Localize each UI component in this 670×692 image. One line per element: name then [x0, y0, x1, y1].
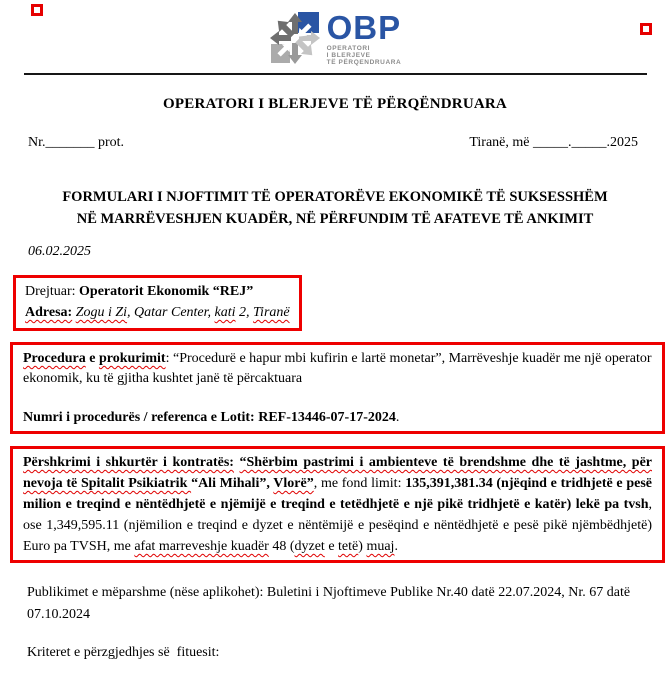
annotation-marker-top-right [640, 23, 652, 35]
text-segment: , me fond limit: [313, 476, 406, 491]
text-segment: “Shërbim pastrimi i ambienteve të brendshme dhe të jashtme, për nevoja të Spitalit Psikiatrik [23, 455, 652, 491]
text-segment: : [165, 351, 173, 366]
text-segment: Përshkrimi i shkurtër i kontratës: [23, 455, 234, 470]
text-segment: afat marreveshje kuadër [134, 539, 269, 554]
notice-date: 06.02.2025 [28, 244, 91, 259]
text-segment: Adresa: [25, 305, 73, 320]
text-segment: , ose 1,349,595.11 (njëmilion e treqind e dyzet e nëntëmijë e pesëqind e nëntëdhjetë e pesë pikë njëmbëdhjetë) Euro pa TVSH, me [23, 497, 652, 554]
text-segment: e [85, 351, 99, 366]
procedure-type-paragraph [23, 349, 652, 388]
text-segment: 2, [235, 305, 254, 320]
blank-line [23, 388, 652, 408]
protocol-date-place: Tiranë, më _____._____.2025 [469, 135, 638, 150]
selection-criteria-heading: Kriteret e përzgjedhjes së fituesit: [27, 645, 220, 660]
text-segment: prokurimit [98, 351, 166, 366]
text-segment: 135,391,381.34 (njëqind e tridhjetë e pesë milion e treqind e nëntëdhjetë e njëmijë e treqind e tetëdhjetë e një pikë tridhjetë e katër) lekë pa tvsh [23, 476, 652, 512]
annotation-marker-top-left [31, 4, 43, 16]
text-segment: . [394, 539, 398, 554]
recipient-box [13, 275, 302, 331]
text-segment: Drejtuar: [25, 284, 80, 299]
obp-caption-line3: TË PËRQENDRUARA [326, 59, 402, 66]
obp-logo-wordmark: OBP [326, 9, 402, 46]
text-segment: “Ali Mihali”, [191, 476, 274, 491]
contract-description-box [10, 446, 665, 563]
masthead-title: OPERATORI I BLERJEVE TË PËRQËNDRUARA [163, 96, 507, 112]
obp-logo-caption [327, 45, 402, 66]
text-segment: , Qatar Center, [127, 305, 215, 320]
recipient-line [25, 281, 290, 302]
text-segment: ) [358, 539, 367, 554]
procedure-reference-paragraph [23, 408, 652, 428]
text-segment: muaj [366, 539, 395, 554]
obp-snowflake-arrows-icon [269, 8, 321, 66]
header-divider [24, 73, 647, 75]
protocol-row [28, 134, 638, 152]
obp-caption-line1: OPERATORI [326, 45, 371, 52]
protocol-number: Nr._______ prot. [28, 135, 125, 150]
obp-logo-text [327, 8, 402, 66]
text-segment: . [395, 409, 400, 425]
contract-description-paragraph [23, 452, 652, 557]
text-segment: dyzet [294, 539, 325, 554]
text-segment: Numri i procedurës / referenca e Lotit: REF-13446-07-17-2024 [23, 409, 396, 425]
procedure-box [10, 342, 665, 434]
form-title [0, 186, 670, 230]
text-segment: “Procedurë e hapur mbi kufirin e lartë monetar”, Marrëveshje kuadër me një operator ekonomik, ku të gjitha kushtet janë të përcaktuara [23, 351, 652, 386]
text-segment: kati [214, 305, 236, 320]
previous-publications: Publikimet e mëparshme (nëse aplikohet): Buletini i Njoftimeve Publike Nr.40 datë 22.07.2024, Nr. 67 datë 07.10.2024 [27, 585, 631, 622]
form-title-line2: NË MARRËVESHJEN KUADËR, NË PËRFUNDIM TË AFATEVE TË ANKIMIT [76, 211, 594, 227]
recipient-address-line [25, 302, 290, 323]
text-segment: tetë [338, 539, 359, 554]
obp-logo [0, 0, 670, 66]
text-segment: e [324, 539, 339, 554]
text-segment: Zogu i Zi [75, 305, 128, 320]
obp-caption-line2: I BLERJEVE [326, 52, 371, 59]
text-segment: Operatorit Ekonomik “REJ” [79, 284, 254, 299]
form-title-line1: FORMULARI I NJOFTIMIT TË OPERATORËVE EKONOMIKË TË SUKSESSHËM [62, 189, 608, 205]
text-segment: Procedura [23, 351, 86, 366]
text-segment: 48 ( [268, 539, 295, 554]
text-segment: Tiranë [253, 305, 290, 320]
text-segment: Vlorë” [273, 476, 314, 491]
